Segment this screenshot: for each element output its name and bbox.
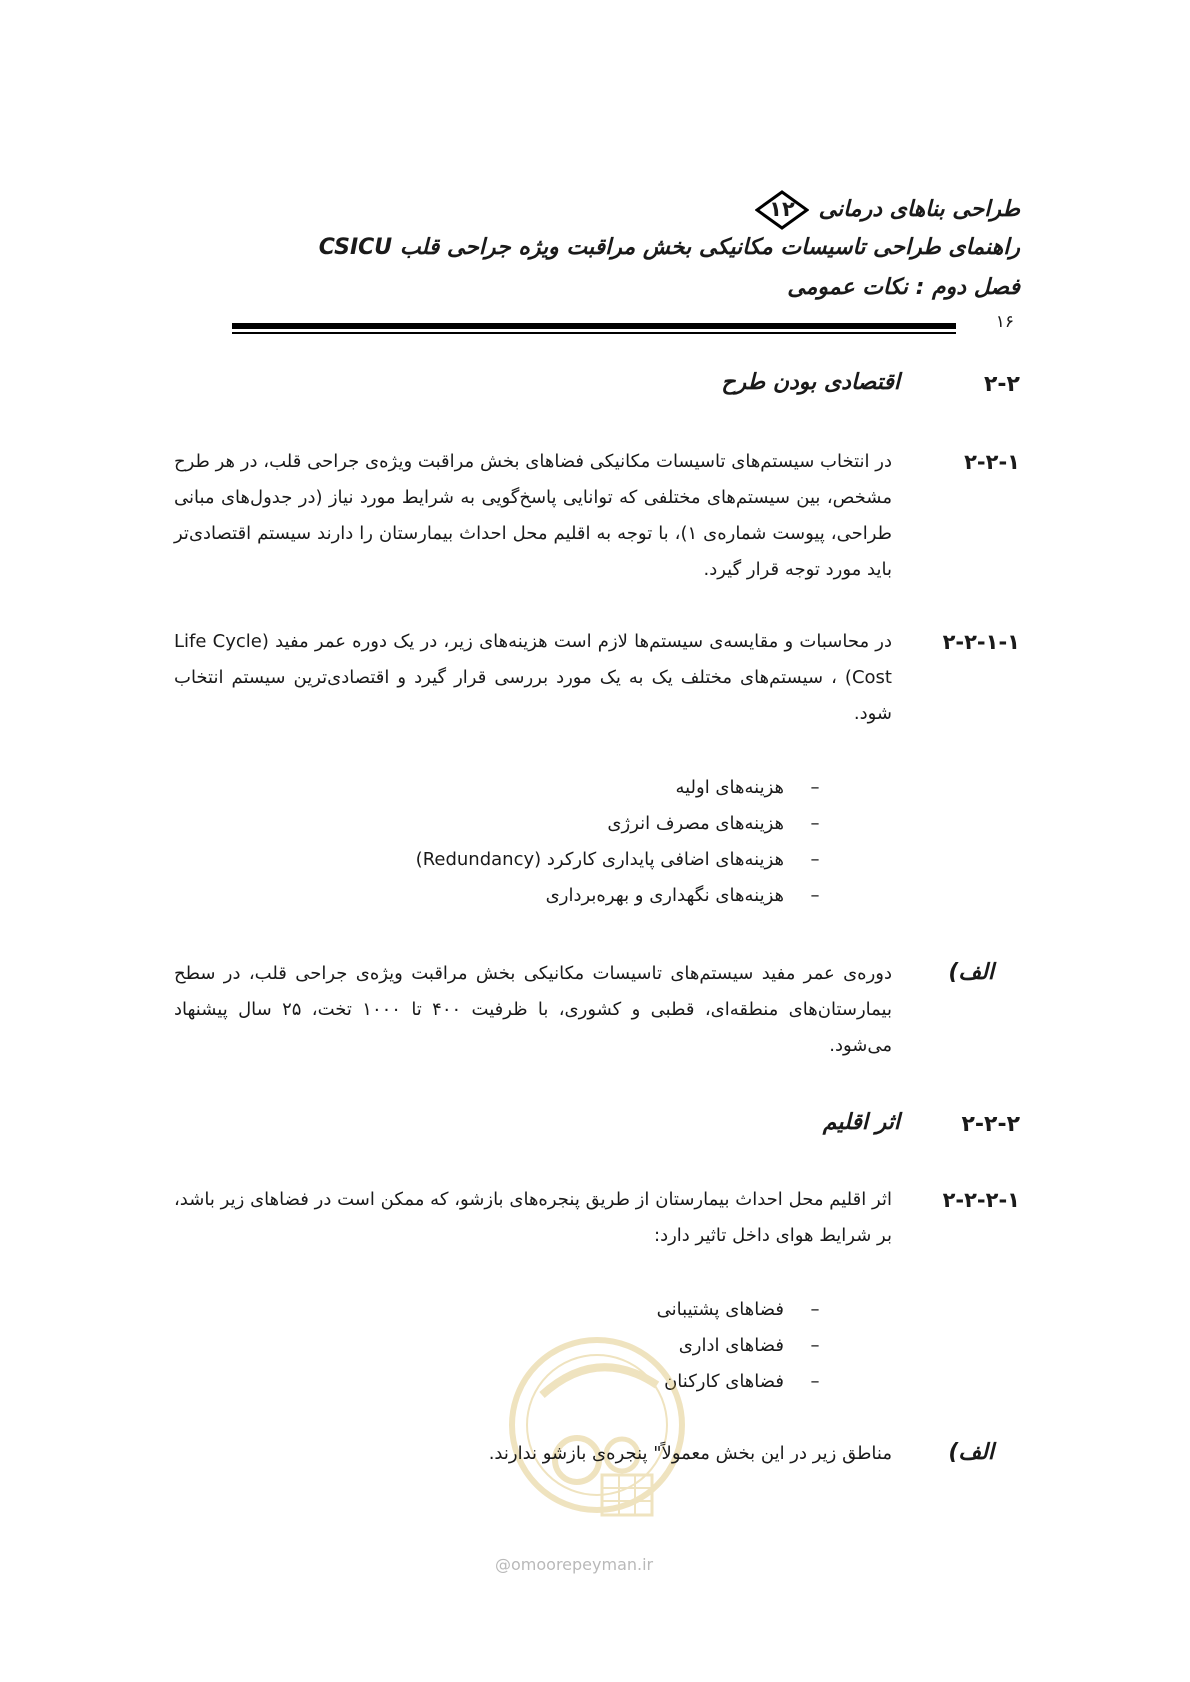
header-rule-thick <box>232 323 956 329</box>
cost-list <box>416 770 830 914</box>
list-item: –هزینه‌های اضافی پایداری کارکرد (Redundancy) <box>415 849 820 870</box>
watermark-logo-icon <box>507 1325 687 1545</box>
section-number: ۲-۲-۲ <box>961 1112 1020 1137</box>
section-title: اقتصادی بودن طرح <box>721 370 900 395</box>
paragraph-label: الف) <box>948 1440 994 1465</box>
paragraph-text: در محاسبات و مقایسه‌ی سیستم‌ها لازم است هزینه‌های زیر، در یک دوره عمر مفید (Life Cycle Cost) ، سیستم‌های مختلف یک به یک مورد بررسی قرار گیرد و اقتصادی‌ترین سیستم انتخاب شود. <box>174 631 892 724</box>
list-item: –هزینه‌های مصرف انرژی <box>607 813 820 834</box>
paragraph-text: مناطق زیر در این بخش معمولاً" پنجره‌ی بازشو ندارند. <box>488 1443 892 1464</box>
list-item: –فضاهای اداری <box>678 1335 820 1356</box>
series-title-text: طراحی بناهای درمانی <box>818 197 1020 222</box>
section-title: اثر اقلیم <box>822 1110 900 1135</box>
paragraph-number: ۲-۲-۱-۱ <box>942 630 1020 654</box>
header-series-title <box>753 190 1020 230</box>
list-item: –فضاهای کارکنان <box>664 1371 820 1392</box>
header-rule-thin <box>232 332 956 334</box>
paragraph-text: دوره‌ی عمر مفید سیستم‌های تاسیسات مکانیکی بخش مراقبت ویژه‌ی جراحی قلب، در سطح بیمارستان‌های منطقه‌ای، قطبی و کشوری، با ظرفیت ۴۰۰ تا ۱۰۰۰ تخت، ۲۵ سال پیشنهاد می‌شود. <box>174 963 892 1056</box>
page-number: ۱۶ <box>995 312 1014 332</box>
volume-badge <box>755 190 809 230</box>
volume-number: ۱۲ <box>769 197 795 221</box>
paragraph-text: اثر اقلیم محل احداث بیمارستان از طریق پنجره‌های بازشو، که ممکن است در فضاهای زیر باشد، بر شرایط هوای داخل تاثیر دارد: <box>174 1189 892 1246</box>
header-guide-title: راهنمای طراحی تاسیسات مکانیکی بخش مراقبت ویژه جراحی قلب CSICU <box>318 235 1020 260</box>
paragraph-text: در انتخاب سیستم‌های تاسیسات مکانیکی فضاهای بخش مراقبت ویژه‌ی جراحی قلب، در هر طرح مشخص، بین سیستم‌های مختلفی که توانایی پاسخ‌گویی به شرایط مورد نیاز (در جدول‌های مبانی طراحی، پیوست شماره‌ی ۱)، با توجه به اقلیم محل احداث بیمارستان را دارند سیستم اقتصادی‌تر باید مورد توجه قرار گیرد. <box>174 451 892 580</box>
list-item: –هزینه‌های نگهداری و بهره‌برداری <box>545 885 820 906</box>
header-chapter-title: فصل دوم : نکات عمومی <box>787 275 1020 300</box>
paragraph-number: ۲-۲-۱ <box>964 450 1020 474</box>
paragraph-number: ۲-۲-۲-۱ <box>942 1188 1020 1212</box>
paragraph-label: الف) <box>948 960 994 985</box>
watermark-site: @omoorepeyman.ir <box>495 1555 654 1574</box>
list-item: –فضاهای پشتیبانی <box>656 1299 820 1320</box>
list-item: –هزینه‌های اولیه <box>675 777 820 798</box>
section-number: ۲-۲ <box>984 372 1020 397</box>
